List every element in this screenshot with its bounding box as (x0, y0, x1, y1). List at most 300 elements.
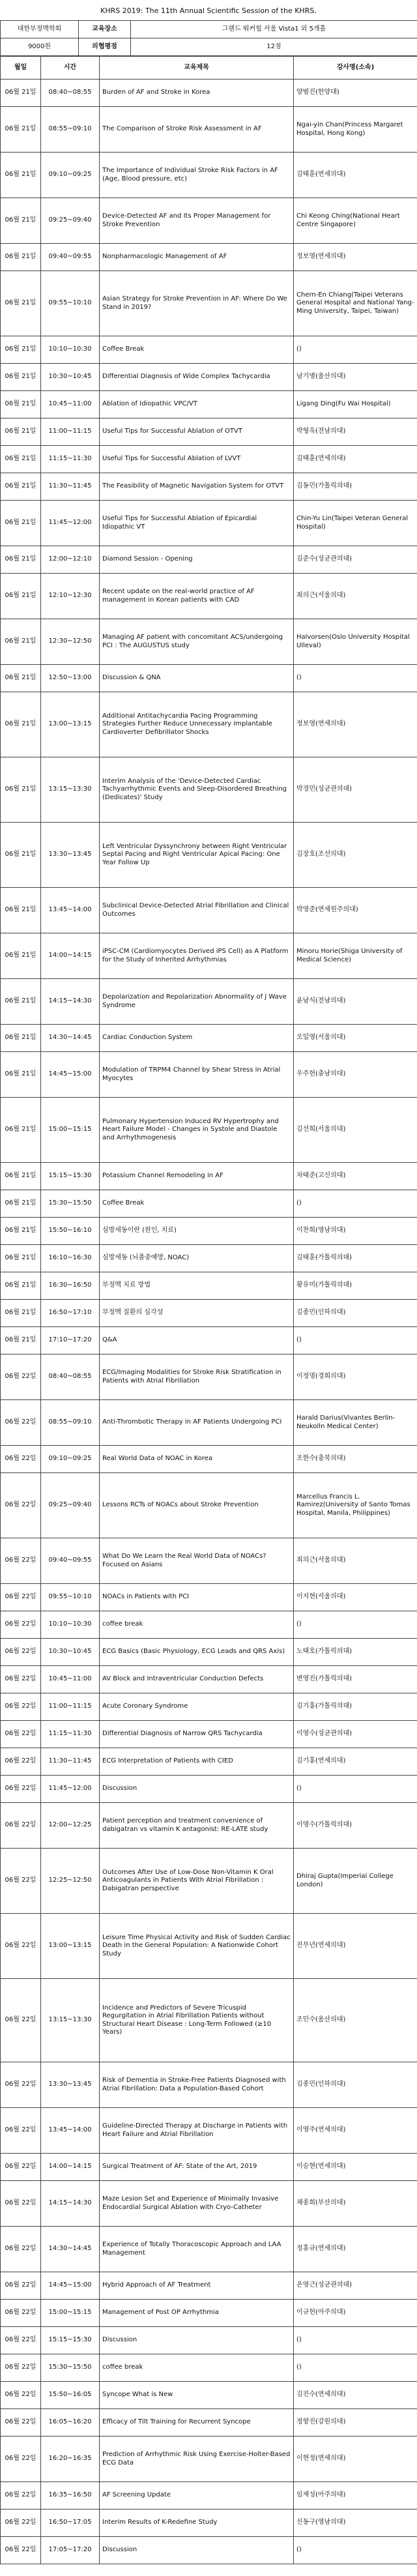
course-info-table (0, 20, 417, 56)
row-date: 06월 21일 (1, 757, 41, 823)
row-time: 12:00~12:25 (41, 1803, 100, 1849)
row-date: 06월 21일 (1, 574, 41, 619)
row-title: Discussion (100, 2327, 294, 2354)
row-time: 09:10~09:25 (41, 1446, 100, 1473)
row-date: 06월 21일 (1, 888, 41, 933)
row-speaker: 이찬희(영남의대) (294, 1218, 417, 1245)
row-date: 06월 21일 (1, 1327, 41, 1354)
row-title: coffee break (100, 2354, 294, 2382)
table-row (1, 1611, 417, 1639)
row-time: 09:55~10:10 (41, 271, 100, 336)
row-date: 06월 21일 (1, 107, 41, 153)
row-title: The Comparison of Stroke Risk Assessment in AF (100, 107, 294, 153)
row-time: 15:00~15:15 (41, 2300, 100, 2327)
row-date: 06월 21일 (1, 391, 41, 418)
row-title: Modulation of TRPM4 Channel by Shear Stress in Atrial Myocytes (100, 1052, 294, 1098)
row-time: 08:40~08:55 (41, 80, 100, 107)
row-title: The Feasibility of Magnetic Navigation System for OTVT (100, 473, 294, 501)
row-speaker: 이영주(연세의대) (294, 2108, 417, 2154)
row-speaker: () (294, 2354, 417, 2382)
row-speaker: 김동민(가톨릭의대) (294, 473, 417, 501)
row-speaker: () (294, 336, 417, 364)
row-speaker: 우주헌(충남의대) (294, 1052, 417, 1098)
row-title: Discussion (100, 2537, 294, 2564)
row-time: 14:45~15:00 (41, 2272, 100, 2300)
row-date: 06월 22일 (1, 1803, 41, 1849)
row-date: 06월 22일 (1, 1666, 41, 1693)
row-title: Useful Tips for Successful Ablation of LVVT (100, 446, 294, 473)
table-row (1, 665, 417, 692)
row-title: Discussion (100, 1776, 294, 1803)
row-date: 06월 22일 (1, 2382, 41, 2409)
row-speaker: Chern-En Chiang(Taipei Veterans General Hospital and National Yang-Ming University, Taipei, Taiwan) (294, 271, 417, 336)
row-speaker: Ngai-yin Chan(Princess Margaret Hospital, Hong Kong) (294, 107, 417, 153)
credit-value: 12점 (131, 38, 417, 56)
table-row (1, 1473, 417, 1538)
row-time: 14:45~15:00 (41, 1052, 100, 1098)
row-title: Interim Results of K-Redefine Study (100, 2510, 294, 2537)
row-time: 13:15~13:30 (41, 1979, 100, 2062)
row-date: 06월 22일 (1, 2510, 41, 2537)
row-time: 13:45~14:00 (41, 888, 100, 933)
row-speaker: 진무년(연세의대) (294, 1914, 417, 1979)
row-time: 14:00~14:15 (41, 933, 100, 979)
row-title: 부정맥 질환의 심각성 (100, 1300, 294, 1327)
row-time: 09:25~09:40 (41, 198, 100, 244)
row-speaker: 이영수(성균관의대) (294, 1721, 417, 1748)
row-time: 09:55~10:10 (41, 1584, 100, 1611)
row-speaker: Marcellus Francis L. Ramirez(University of Santo Tomas Hospital, Manila, Philippines) (294, 1473, 417, 1538)
row-date: 06월 22일 (1, 1473, 41, 1538)
row-title: Depolarization and Repolarization Abnormality of J Wave Syndrome (100, 979, 294, 1025)
row-time: 15:00~15:15 (41, 1098, 100, 1163)
schedule-table (0, 56, 417, 2564)
row-time: 14:00~14:15 (41, 2154, 100, 2181)
row-date: 06월 21일 (1, 1190, 41, 1218)
table-row (1, 271, 417, 336)
row-date: 06월 22일 (1, 2154, 41, 2181)
row-date: 06월 21일 (1, 473, 41, 501)
table-row (1, 153, 417, 198)
row-speaker: 김종민(인하의대) (294, 1300, 417, 1327)
table-row (1, 1584, 417, 1611)
row-speaker: Minoru Horie(Shiga University of Medical Science) (294, 933, 417, 979)
row-title: Guideline-Directed Therapy at Discharge in Patients with Heart Failure and Atrial Fibrillation (100, 2108, 294, 2154)
row-date: 06월 22일 (1, 1446, 41, 1473)
table-row (1, 1693, 417, 1721)
row-date: 06월 21일 (1, 1272, 41, 1300)
header-date: 월일 (1, 57, 41, 80)
row-time: 13:00~13:15 (41, 692, 100, 757)
row-speaker: 정보영(연세의대) (294, 692, 417, 757)
row-title: Additional Antitachycardia Pacing Programming Strategies Further Reduce Unnecessary Implantable Cardioverter Defibrillator Shocks (100, 692, 294, 757)
row-title: 부정맥 치료 방법 (100, 1272, 294, 1300)
row-time: 09:40~09:55 (41, 1538, 100, 1584)
row-speaker: 차태준(고신의대) (294, 1163, 417, 1190)
row-date: 06월 22일 (1, 2354, 41, 2382)
row-time: 15:15~15:30 (41, 2327, 100, 2354)
row-title: Incidence and Predictors of Severe Tricuspid Regurgitation in Atrial Fibrillation Patients without Structural Heart Disease : Long-Term Followed (≥10 Years) (100, 1979, 294, 2062)
row-title: Burden of AF and Stroke in Korea (100, 80, 294, 107)
row-speaker: () (294, 1611, 417, 1639)
row-time: 11:45~12:00 (41, 1776, 100, 1803)
table-row (1, 2482, 417, 2510)
schedule-header-row (1, 57, 417, 80)
table-row (1, 501, 417, 546)
row-time: 14:30~14:45 (41, 1025, 100, 1052)
table-row (1, 1538, 417, 1584)
table-row (1, 1979, 417, 2062)
row-time: 13:00~13:15 (41, 1914, 100, 1979)
row-speaker: 김태훈(연세의대) (294, 153, 417, 198)
row-time: 09:25~09:40 (41, 1473, 100, 1538)
row-date: 06월 22일 (1, 1639, 41, 1666)
table-row (1, 1748, 417, 1776)
organizer-value: 대한부정맥학회 (1, 21, 79, 38)
row-time: 10:10~10:30 (41, 1611, 100, 1639)
row-speaker: 김태훈(연세의대) (294, 446, 417, 473)
row-date: 06월 22일 (1, 1611, 41, 1639)
row-time: 10:30~10:45 (41, 1639, 100, 1666)
row-title: Experience of Totally Thoracoscopic Approach and LAA Management (100, 2227, 294, 2272)
row-title: Cardiac Conduction System (100, 1025, 294, 1052)
row-time: 10:10~10:30 (41, 336, 100, 364)
row-title: Coffee Break (100, 1190, 294, 1218)
row-speaker: () (294, 665, 417, 692)
row-title: Ablation of Idiopathic VPC/VT (100, 391, 294, 418)
table-row (1, 198, 417, 244)
row-speaker: Chi Keong Ching(National Heart Centre Singapore) (294, 198, 417, 244)
table-row (1, 2537, 417, 2564)
row-speaker: 임재성(아주의대) (294, 2482, 417, 2510)
header-title: 교육제목 (100, 57, 294, 80)
row-time: 13:30~13:45 (41, 823, 100, 888)
row-speaker: Dhiraj Gupta(Imperial College London) (294, 1849, 417, 1914)
row-date: 06월 22일 (1, 1400, 41, 1446)
row-date: 06월 21일 (1, 933, 41, 979)
table-row (1, 757, 417, 823)
row-speaker: 노태호(가톨릭의대) (294, 1639, 417, 1666)
row-date: 06월 22일 (1, 2327, 41, 2354)
row-title: AF Screening Update (100, 2482, 294, 2510)
table-row (1, 2154, 417, 2181)
row-title: Risk of Dementia in Stroke-Free Patients Diagnosed with Atrial Fibrillation: Data a Population-Based Cohort (100, 2062, 294, 2108)
row-title: ECG Interpretation of Patients with CIED (100, 1748, 294, 1776)
row-time: 11:30~11:45 (41, 473, 100, 501)
row-date: 06월 22일 (1, 2537, 41, 2564)
row-date: 06월 22일 (1, 1914, 41, 1979)
row-title: Outcomes After Use of Low-Dose Non-Vitamin K Oral Anticoagulants in Patients With Atrial Fibrillation : Dabigatran perspective (100, 1849, 294, 1914)
row-time: 12:10~12:30 (41, 574, 100, 619)
table-row (1, 619, 417, 665)
row-time: 12:30~12:50 (41, 619, 100, 665)
row-speaker: 이정명(경희의대) (294, 1354, 417, 1400)
table-row (1, 1245, 417, 1272)
row-speaker: 정향진(강원의대) (294, 2409, 417, 2437)
table-row (1, 1776, 417, 1803)
row-time: 15:30~15:50 (41, 2354, 100, 2382)
row-date: 06월 21일 (1, 1218, 41, 1245)
row-title: Pulmonary Hypertension Induced RV Hypertrophy and Heart Failure Model - Changes in Systole and Diastole and Arrhythmogenesis (100, 1098, 294, 1163)
venue-value: 그랜드 워커힐 서울 Vista1 외 5개홀 (131, 21, 417, 38)
row-date: 06월 21일 (1, 823, 41, 888)
table-row (1, 364, 417, 391)
row-time: 15:15~15:30 (41, 1163, 100, 1190)
row-title: Q&A (100, 1327, 294, 1354)
row-date: 06월 22일 (1, 2409, 41, 2437)
row-time: 12:00~12:10 (41, 546, 100, 574)
table-row (1, 107, 417, 153)
row-title: Leisure Time Physical Activity and Risk of Sudden Cardiac Death in the General Population: A Nationwide Cohort Study (100, 1914, 294, 1979)
row-time: 10:45~11:00 (41, 1666, 100, 1693)
row-date: 06월 21일 (1, 418, 41, 446)
row-date: 06월 21일 (1, 446, 41, 473)
row-speaker: 조민수(울산의대) (294, 1979, 417, 2062)
table-row (1, 1052, 417, 1098)
row-title: AV Block and Intraventricular Conduction Defects (100, 1666, 294, 1693)
row-title: The Importance of Individual Stroke Risk Factors in AF (Age, Blood pressure, etc) (100, 153, 294, 198)
row-speaker: 오일영(서울의대) (294, 1025, 417, 1052)
row-date: 06월 22일 (1, 2272, 41, 2300)
table-row (1, 1272, 417, 1300)
row-date: 06월 21일 (1, 501, 41, 546)
row-date: 06월 22일 (1, 2437, 41, 2482)
row-speaker: 최의근(서울의대) (294, 574, 417, 619)
row-speaker: 이명수(가톨릭의대) (294, 1803, 417, 1849)
row-title: 심방세동 (뇌졸중예방, NOAC) (100, 1245, 294, 1272)
row-date: 06월 21일 (1, 244, 41, 271)
row-title: iPSC-CM (Cardiomyocytes Derived iPS Cell) as A Platform for the Study of Inherited Arrhythmias (100, 933, 294, 979)
table-row (1, 933, 417, 979)
row-date: 06월 21일 (1, 336, 41, 364)
row-date: 06월 22일 (1, 2108, 41, 2154)
row-speaker: 정보영(연세의대) (294, 244, 417, 271)
row-speaker: 이승현(연세의대) (294, 2154, 417, 2181)
row-speaker: Harald Darius(Vivantes Berlin-Neukolln Medical Center) (294, 1400, 417, 1446)
row-speaker: Ligang Ding(Fu Wai Hospital) (294, 391, 417, 418)
row-title: ECG/Imaging Modalities for Stroke Risk Stratification in Patients with Atrial Fibrillation (100, 1354, 294, 1400)
row-title: Useful Tips for Successful Ablation of OTVT (100, 418, 294, 446)
row-time: 16:50~17:10 (41, 1300, 100, 1327)
row-speaker: 이규헌(아주의대) (294, 2300, 417, 2327)
row-title: Managing AF patient with concomitant ACS/undergoing PCI : The AUGUSTUS study (100, 619, 294, 665)
row-title: Management of Post OP Arrhythmia (100, 2300, 294, 2327)
row-date: 06월 22일 (1, 1584, 41, 1611)
row-speaker: () (294, 1327, 417, 1354)
row-time: 11:00~11:15 (41, 418, 100, 446)
row-time: 08:55~09:10 (41, 107, 100, 153)
table-row (1, 2510, 417, 2537)
row-date: 06월 21일 (1, 665, 41, 692)
row-speaker: 윤남식(전남의대) (294, 979, 417, 1025)
row-date: 06월 22일 (1, 1849, 41, 1914)
row-speaker: 정홍규(연세의대) (294, 2227, 417, 2272)
row-date: 06월 21일 (1, 1025, 41, 1052)
table-row (1, 1914, 417, 1979)
row-title: Subclinical Device-Detected Atrial Fibrillation and Clinical Outcomes (100, 888, 294, 933)
row-title: Anti-Thrombotic Therapy in AF Patients Undergoing PCI (100, 1400, 294, 1446)
row-date: 06월 22일 (1, 1776, 41, 1803)
row-date: 06월 22일 (1, 2482, 41, 2510)
row-title: Patient perception and treatment convenience of dabigatran vs vitamin K antagonist: RE-LATE study (100, 1803, 294, 1849)
row-date: 06월 22일 (1, 1979, 41, 2062)
row-speaker: () (294, 2327, 417, 2354)
header-time: 시간 (41, 57, 100, 80)
row-speaker: 양범진(한양대) (294, 80, 417, 107)
table-row (1, 546, 417, 574)
row-speaker: 김태훈(가톨릭의대) (294, 1245, 417, 1272)
row-time: 09:40~09:55 (41, 244, 100, 271)
table-row (1, 80, 417, 107)
row-title: Prediction of Arrhythmic Risk Using Exercise-Holter-Based ECG Data (100, 2437, 294, 2482)
row-speaker: 최의근(서울의대) (294, 1538, 417, 1584)
row-time: 16:50~17:05 (41, 2510, 100, 2537)
row-date: 06월 22일 (1, 1748, 41, 1776)
row-time: 17:05~17:20 (41, 2537, 100, 2564)
row-title: Real World Data of NOAC in Korea (100, 1446, 294, 1473)
row-speaker: 남기병(울산의대) (294, 364, 417, 391)
row-title: Discussion & QNA (100, 665, 294, 692)
row-date: 06월 22일 (1, 1354, 41, 1400)
table-row (1, 1190, 417, 1218)
table-row (1, 391, 417, 418)
row-title: Useful Tips for Successful Ablation of Epicardial Idiopathic VT (100, 501, 294, 546)
row-time: 13:30~13:45 (41, 2062, 100, 2108)
table-row (1, 1400, 417, 1446)
row-title: What Do We Learn the Real World Data of NOACs? Focused on Asians (100, 1538, 294, 1584)
table-row (1, 244, 417, 271)
row-date: 06월 22일 (1, 2300, 41, 2327)
row-date: 06월 22일 (1, 2227, 41, 2272)
row-date: 06월 22일 (1, 1538, 41, 1584)
row-title: Differential Diagnosis of Wide Complex Tachycardia (100, 364, 294, 391)
row-time: 13:15~13:30 (41, 757, 100, 823)
table-row (1, 2409, 417, 2437)
row-time: 14:30~14:45 (41, 2227, 100, 2272)
row-speaker: Halvorsen(Oslo University Hospital Ulleval) (294, 619, 417, 665)
row-title: Coffee Break (100, 336, 294, 364)
row-time: 08:40~08:55 (41, 1354, 100, 1400)
row-date: 06월 21일 (1, 1163, 41, 1190)
row-title: Efficacy of Tilt Training for Recurrent Syncope (100, 2409, 294, 2437)
table-row (1, 2382, 417, 2409)
row-date: 06월 21일 (1, 546, 41, 574)
row-speaker: 황유미(가톨릭의대) (294, 1272, 417, 1300)
table-row (1, 1446, 417, 1473)
row-date: 06월 21일 (1, 198, 41, 244)
table-row (1, 1327, 417, 1354)
row-speaker: 김장호(조선의대) (294, 823, 417, 888)
row-time: 11:45~12:00 (41, 501, 100, 546)
row-speaker: 박형욱(전남의대) (294, 418, 417, 446)
fee-value: 9000원 (1, 38, 79, 56)
row-title: Recent update on the real-world practice of AF management in Korean patients with CAD (100, 574, 294, 619)
row-time: 16:30~16:50 (41, 1272, 100, 1300)
table-row (1, 473, 417, 501)
table-row (1, 1098, 417, 1163)
credit-label: 의협평점 (79, 38, 131, 56)
row-speaker: 박영준(연세원주의대) (294, 888, 417, 933)
info-row-credit (1, 38, 417, 56)
row-time: 17:10~17:20 (41, 1327, 100, 1354)
row-date: 06월 21일 (1, 271, 41, 336)
venue-label: 교육장소 (79, 21, 131, 38)
table-row (1, 2300, 417, 2327)
row-date: 06월 21일 (1, 153, 41, 198)
row-title: Device-Detected AF and Its Proper Management for Stroke Prevention (100, 198, 294, 244)
row-speaker: 김준수(성균관의대) (294, 546, 417, 574)
table-row (1, 574, 417, 619)
table-row (1, 418, 417, 446)
row-time: 16:10~16:30 (41, 1245, 100, 1272)
row-title: Differential Diagnosis of Narrow QRS Tachycardia (100, 1721, 294, 1748)
table-row (1, 823, 417, 888)
row-title: Potassium Channel Remodeling in AF (100, 1163, 294, 1190)
row-time: 11:30~11:45 (41, 1748, 100, 1776)
row-date: 06월 21일 (1, 979, 41, 1025)
row-speaker: 변영진(가톨릭의대) (294, 1666, 417, 1693)
row-date: 06월 21일 (1, 1245, 41, 1272)
row-date: 06월 21일 (1, 692, 41, 757)
row-date: 06월 21일 (1, 1300, 41, 1327)
row-date: 06월 21일 (1, 80, 41, 107)
row-date: 06월 22일 (1, 1721, 41, 1748)
table-row (1, 1721, 417, 1748)
table-row (1, 979, 417, 1025)
table-row (1, 2108, 417, 2154)
row-time: 16:05~16:20 (41, 2409, 100, 2437)
row-title: Surgical Treatment of AF: State of the Art, 2019 (100, 2154, 294, 2181)
row-time: 12:50~13:00 (41, 665, 100, 692)
row-speaker: 온영근(성균관의대) (294, 2272, 417, 2300)
table-row (1, 1218, 417, 1245)
table-row (1, 1803, 417, 1849)
row-time: 09:10~09:25 (41, 153, 100, 198)
row-speaker: () (294, 2537, 417, 2564)
table-row (1, 336, 417, 364)
table-row (1, 1849, 417, 1914)
row-speaker: 김진수(연세의대) (294, 2382, 417, 2409)
row-time: 15:30~15:50 (41, 1190, 100, 1218)
row-date: 06월 21일 (1, 364, 41, 391)
page-title: KHRS 2019: The 11th Annual Scientific Session of the KHRS. (100, 7, 317, 15)
row-title: NOACs in Patients with PCI (100, 1584, 294, 1611)
row-time: 11:00~11:15 (41, 1693, 100, 1721)
row-speaker: 김종민(인하의대) (294, 2062, 417, 2108)
row-title: coffee break (100, 1611, 294, 1639)
table-row (1, 692, 417, 757)
table-row (1, 1639, 417, 1666)
row-title: Interim Analysis of the 'Device-Detected Cardiac Tachyarrhythmic Events and Sleep-Disordered Breathing (Dedicates)' Study (100, 757, 294, 823)
row-speaker: Chin-Yu Lin(Taipei Veteran General Hospital) (294, 501, 417, 546)
row-date: 06월 21일 (1, 1052, 41, 1098)
row-date: 06월 22일 (1, 1693, 41, 1721)
table-row (1, 2181, 417, 2227)
table-row (1, 2272, 417, 2300)
table-row (1, 1354, 417, 1400)
row-time: 15:50~16:05 (41, 2382, 100, 2409)
row-time: 10:45~11:00 (41, 391, 100, 418)
table-row (1, 1163, 417, 1190)
row-speaker: 이지현(서울의대) (294, 1584, 417, 1611)
row-title: ECG Basics (Basic Physiology, ECG Leads and QRS Axis) (100, 1639, 294, 1666)
row-speaker: 김선희(서울의대) (294, 1098, 417, 1163)
row-speaker: 이현정(연세의대) (294, 2437, 417, 2482)
table-row (1, 2437, 417, 2482)
row-speaker: 채종희(부산의대) (294, 2181, 417, 2227)
table-row (1, 2227, 417, 2272)
row-title: Lessons RCTs of NOACs about Stroke Prevention (100, 1473, 294, 1538)
